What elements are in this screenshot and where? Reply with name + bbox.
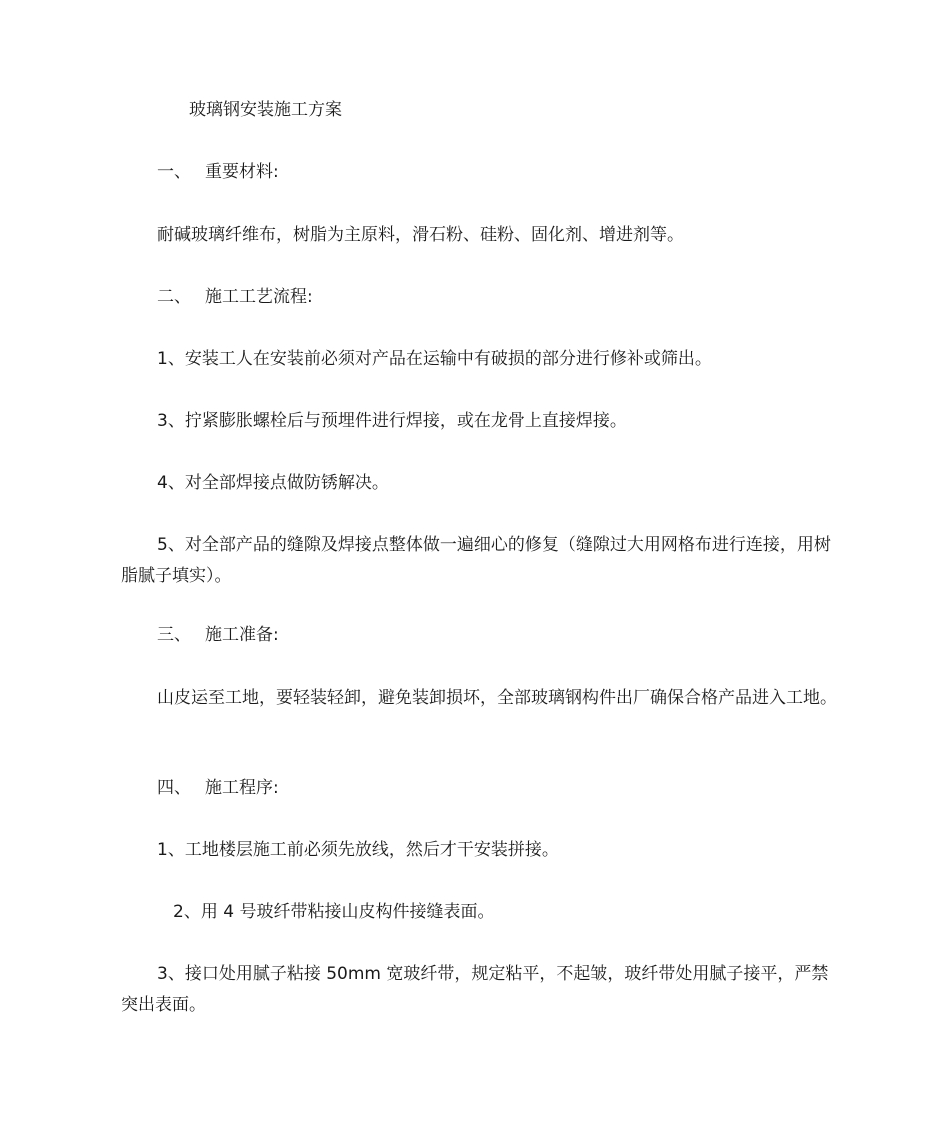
section-heading-text: 施工准备: <box>205 625 279 645</box>
procedure-item: 2、用 4 号玻纤带粘接山皮构件接缝表面。 <box>173 902 495 922</box>
document-title: 玻璃钢安装施工方案 <box>189 100 342 120</box>
procedure-item: 1、工地楼层施工前必须先放线，然后才干安装拼接。 <box>157 840 559 860</box>
section-heading-text: 施工工艺流程: <box>205 287 313 307</box>
procedure-item: 3、接口处用腻子粘接 50mm 宽玻纤带，规定粘平，不起皱，玻纤带处用腻子接平，严禁突出表面。 <box>121 964 829 1015</box>
process-item: 4、对全部焊接点做防锈解决。 <box>157 473 389 493</box>
section-heading-procedure <box>157 778 279 798</box>
process-item: 5、对全部产品的缝隙及焊接点整体做一遍细心的修复（缝隙过大用网格布进行连接，用树脂腻子填实）。 <box>121 535 831 586</box>
section-heading-process <box>157 287 313 307</box>
section-heading-text: 施工程序: <box>205 778 279 798</box>
section-number: 三、 <box>157 625 191 645</box>
preparation-paragraph: 山皮运至工地，要轻装轻卸，避免装卸损坏，全部玻璃钢构件出厂确保合格产品进入工地。 <box>157 688 837 708</box>
materials-paragraph: 耐碱玻璃纤维布，树脂为主原料，滑石粉、硅粉、固化剂、增进剂等。 <box>157 225 684 245</box>
section-number: 二、 <box>157 287 191 307</box>
process-item: 3、拧紧膨胀螺栓后与预埋件进行焊接，或在龙骨上直接焊接。 <box>157 411 627 431</box>
section-heading-materials <box>157 162 279 182</box>
section-number: 一、 <box>157 162 191 182</box>
process-item: 1、安装工人在安装前必须对产品在运输中有破损的部分进行修补或筛出。 <box>157 349 712 369</box>
section-heading-text: 重要材料: <box>205 162 279 182</box>
section-heading-preparation <box>157 625 279 645</box>
section-number: 四、 <box>157 778 191 798</box>
